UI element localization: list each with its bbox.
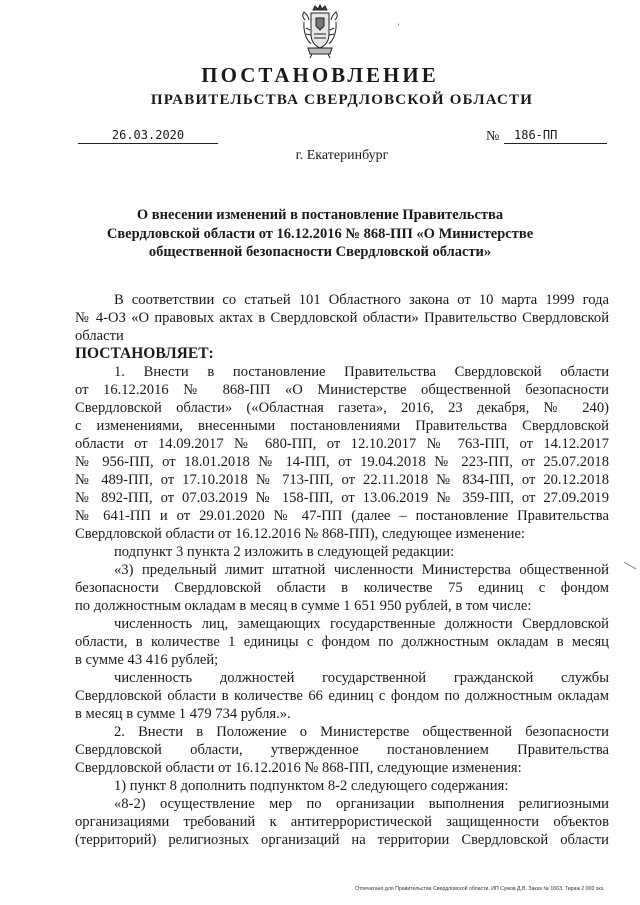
body-line: «3) предельный лимит штатной численности Министерства общественной [114, 562, 609, 578]
resolution-keyword: ПОСТАНОВЛЯЕТ: [75, 345, 214, 362]
body-line: Свердловской области от 16.12.2016 № 868-ПП, следующие изменения: [75, 760, 522, 776]
body-line: № 892-ПП, от 07.03.2019 № 158-ПП, от 13.06.2019 № 359-ПП, от 27.09.2019 [75, 490, 609, 506]
body-line: численность лиц, замещающих государственные должности Свердловской [114, 616, 609, 632]
body-line: 2. Внести в Положение о Министерстве общественной безопасности [114, 724, 609, 740]
coat-of-arms-icon [300, 4, 340, 60]
margin-mark [624, 562, 637, 570]
body-line: 1. Внести в постановление Правительства Свердловской области [114, 364, 609, 380]
body-line: Свердловской области в количестве 66 единиц с фондом по должностным окладам [75, 688, 609, 704]
print-footer: Отпечатано для Правительства Свердловской области. ИП Сумов Д.В. Заказ № 1663. Тираж 2 000 экз. [355, 886, 605, 892]
body-line: 1) пункт 8 дополнить подпунктом 8-2 следующего содержания: [114, 778, 509, 794]
date-field: 26.03.2020 [78, 128, 218, 144]
document-subject-line: общественной безопасности Свердловской области» [148, 244, 492, 260]
body-line: В соответствии со статьей 101 Областного закона от 10 марта 1999 года [114, 292, 609, 308]
body-line: Свердловской области от 16.12.2016 № 868-ПП), следующее изменение: [75, 526, 525, 542]
body-line: по должностным окладам в месяц в сумме 1 651 950 рублей, в том числе: [75, 598, 532, 614]
body-line: (территорий) религиозных организаций на территории Свердловской области [75, 832, 609, 848]
body-line: области от 14.09.2017 № 680-ПП, от 12.10.2017 № 763-ПП, от 14.12.2017 [75, 436, 609, 452]
number-sign: № [486, 129, 500, 144]
body-line: в месяц в сумме 1 479 734 рубля.». [75, 706, 291, 722]
body-line: безопасности Свердловской области в количестве 75 единиц с фондом [75, 580, 609, 596]
body-line: № 489-ПП, от 17.10.2018 № 713-ПП, от 22.11.2018 № 834-ПП, от 20.12.2018 [75, 472, 609, 488]
body-line: области [75, 328, 124, 344]
body-line: Свердловской области, утвержденное постановлением Правительства [75, 742, 609, 758]
body-line: № 641-ПП и от 29.01.2020 № 47-ПП (далее – постановление Правительства [75, 508, 609, 524]
body-line: «8-2) осуществление мер по организации выполнения религиозными [114, 796, 609, 812]
number-field: 186-ПП [504, 128, 607, 144]
body-line: в сумме 43 416 рублей; [75, 652, 219, 668]
issuing-authority: ПРАВИТЕЛЬСТВА СВЕРДЛОВСКОЙ ОБЛАСТИ [150, 92, 534, 108]
stray-mark: ʼ [397, 22, 400, 32]
body-line: с изменениями, внесенными постановлениями Правительства Свердловской [75, 418, 609, 434]
document-subject-line: О внесении изменений в постановление Правительства [136, 207, 504, 223]
body-line: от 16.12.2016 № 868-ПП «О Министерстве общественной безопасности [75, 382, 609, 398]
document-subject-line: Свердловской области от 16.12.2016 № 868-ПП «О Министерстве [106, 225, 534, 242]
body-line: № 956-ПП, от 18.01.2018 № 14-ПП, от 19.04.2018 № 223-ПП, от 25.07.2018 [75, 454, 609, 470]
body-line: области, в количестве 1 единицы с фондом по должностным окладам в месяц [75, 634, 609, 650]
city-label: г. Екатеринбург [295, 148, 389, 163]
body-line: № 4-ОЗ «О правовых актах в Свердловской области» Правительство Свердловской [75, 310, 609, 326]
body-line: численность должностей государственной гражданской службы [114, 670, 609, 686]
document-subject-title [100, 206, 540, 262]
document-type-title: ПОСТАНОВЛЕНИЕ [201, 63, 439, 87]
body-line: организациями требований к антитеррористической защищенности объектов [75, 814, 609, 830]
body-line: подпункт 3 пункта 2 изложить в следующей редакции: [114, 544, 455, 560]
body-line: Свердловской области» («Областная газета», 2016, 23 декабря, № 240) [75, 400, 609, 416]
